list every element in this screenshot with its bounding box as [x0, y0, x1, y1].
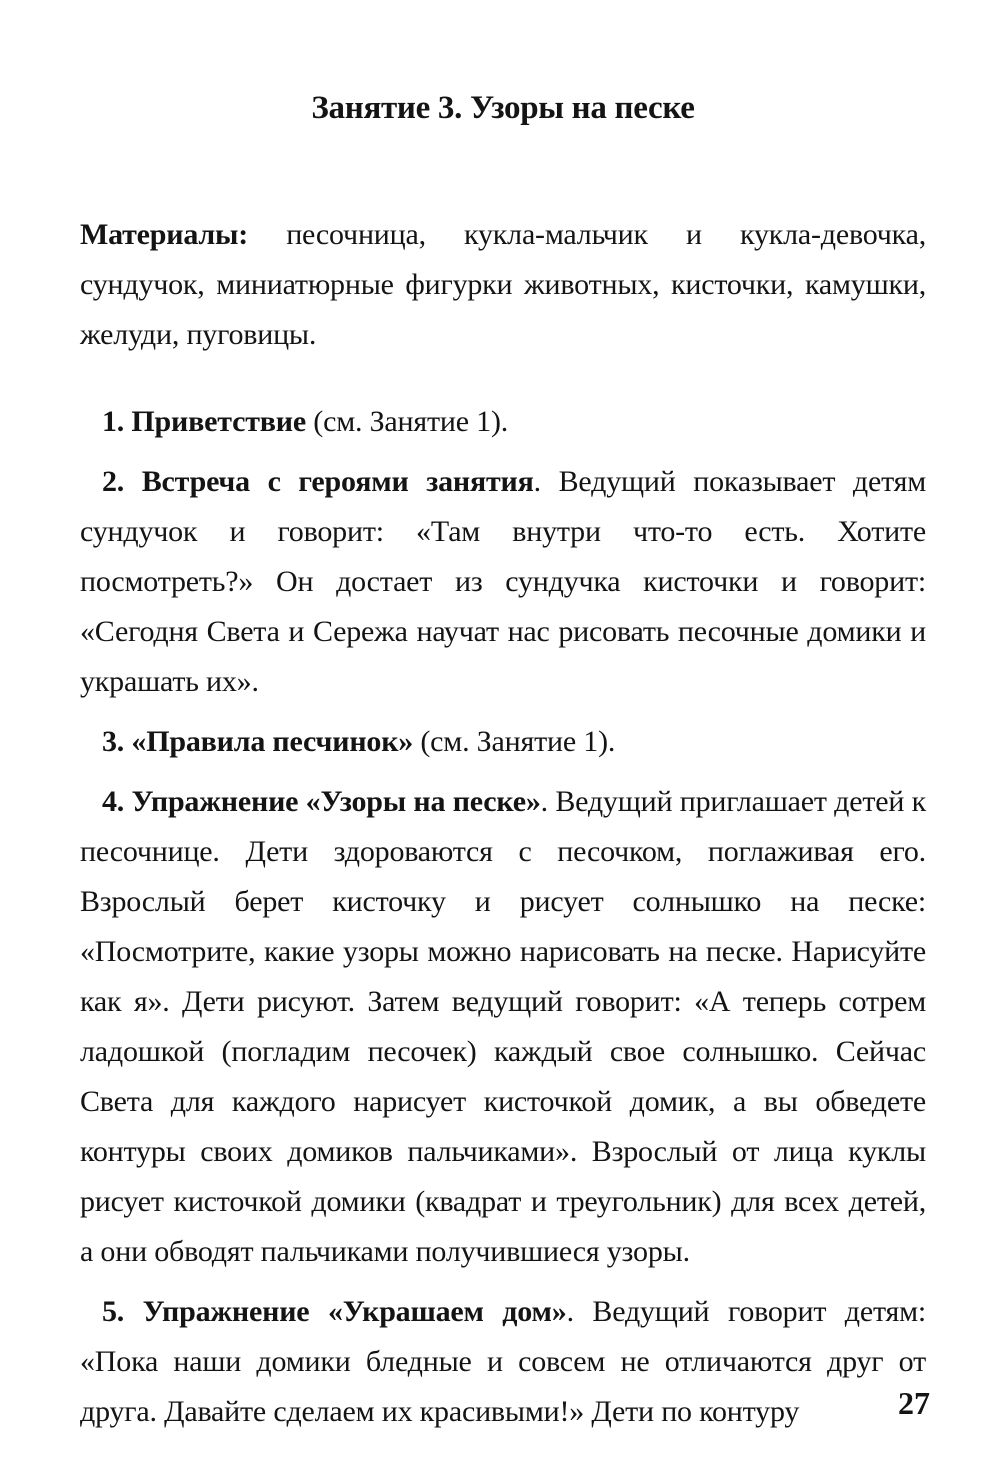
step-text: . Ведущий показывает детям сундучок и говорит: «Там внутри что-то есть. Хотите посмотреть?» Он достает из сундучка кисточки и говорит: «Сегодня Света и Сережа научат нас рисовать песочные домики и украшать их».	[80, 465, 926, 698]
step-sand-patterns	[80, 777, 926, 1277]
page-title: Занятие 3. Узоры на песке	[311, 90, 695, 126]
step-heading: 4. Упражнение «Узоры на песке»	[102, 785, 541, 818]
step-greeting	[80, 397, 926, 447]
materials-text: песочница, кукла-мальчик и кукла-девочка, сундучок, миниатюрные фигурки животных, кисточки, камушки, желуди, пуговицы.	[80, 218, 926, 351]
step-text: . Ведущий приглашает детей к песочнице. Дети здороваются с песочком, поглаживая его. Взрослый берет кисточку и рисует солнышко на песке: «Посмотрите, какие узоры можно нарисовать на песке. Нарисуйте как я». Дети рисуют. Затем ведущий говорит: «А теперь сотрем ладошкой (погладим песочек) каждый свое солнышко. Сейчас Света для каждого нарисует кисточкой домик, а вы обведете контуры своих домиков пальчиками». Взрослый от лица куклы рисует кисточкой домики (квадрат и треугольник) для всех детей, а они обводят пальчиками получившиеся узоры.	[80, 785, 926, 1268]
step-heading: 1. Приветствие	[102, 405, 306, 438]
step-sand-rules	[80, 717, 926, 767]
materials-label: Материалы:	[80, 218, 249, 251]
step-heading: 5. Упражнение «Украшаем дом»	[102, 1295, 567, 1328]
book-page	[80, 78, 926, 1458]
step-meeting-heroes	[80, 457, 926, 707]
step-decorate-house	[80, 1287, 926, 1437]
step-heading: 3. «Правила песчинок»	[102, 725, 414, 758]
step-text: (см. Занятие 1).	[413, 725, 616, 758]
step-heading: 2. Встреча с героями занятия	[102, 465, 534, 498]
step-text: . Ведущий говорит детям: «Пока наши домики бледные и совсем не отличаются друг от друга. Давайте сделаем их красивыми!» Дети по контуру	[80, 1295, 927, 1428]
materials-paragraph	[80, 210, 926, 360]
step-text: (см. Занятие 1).	[305, 405, 509, 438]
page-number: 27	[898, 1385, 930, 1421]
